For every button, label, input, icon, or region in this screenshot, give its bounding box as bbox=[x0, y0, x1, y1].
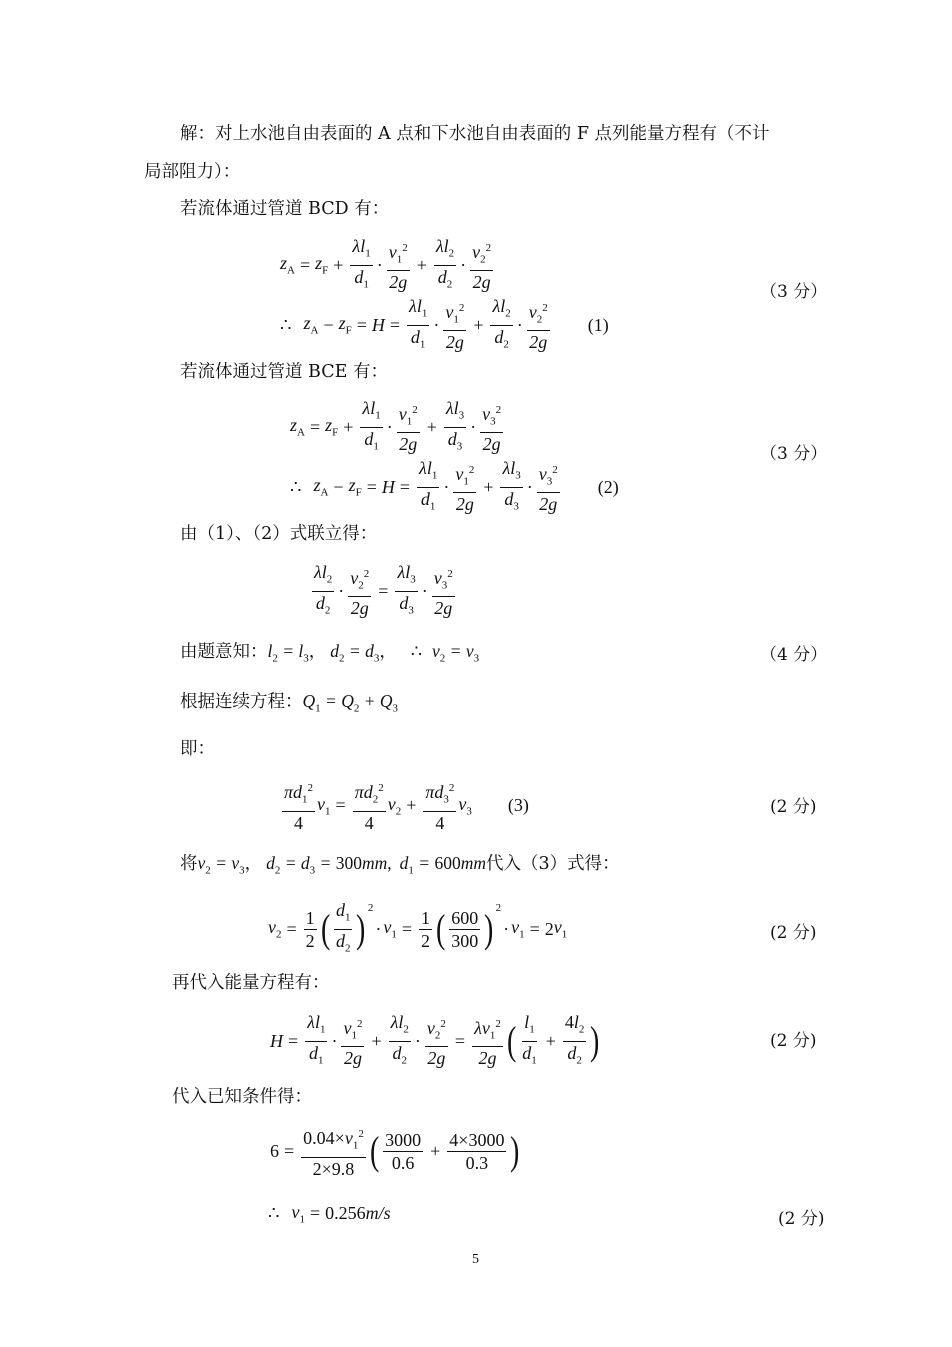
score-1: （3 分） bbox=[760, 282, 828, 302]
score-5: (2 分) bbox=[770, 923, 817, 943]
score-6: (2 分) bbox=[770, 1031, 817, 1051]
given-prefix: 由题意知： bbox=[180, 642, 268, 662]
equation-v2: $v_2$ = $\frac{1}{2}$ ( $\frac{d_1}{d_2}$ ) $^2$ · $v_1$ = $\frac{1}{2}$ ( $\frac{600}{300}$ ) $^2$ · $v_1$ = 2 $v_1$ bbox=[268, 900, 568, 955]
score-2: （3 分） bbox=[760, 444, 828, 464]
equation-bcd-energy: $z_A$ = $z_F$ + $\frac{\lambda l_1}{d_1}$ · $\frac{v_1^2}{2g}$ + $\frac{\lambda l_2}{d_2}$ · $\frac{v_2^2}{2g}$ bbox=[280, 236, 492, 293]
substitute-suffix: 代入（3）式得： bbox=[485, 854, 620, 874]
combine-text: 由（1）、（2）式联立得： bbox=[180, 524, 378, 544]
equation-1: ∴ $z_A$ − $z_F$ = H = $\frac{\lambda l_1}{d_1}$ · $\frac{v_1^2}{2g}$ + $\frac{\lambda l_2}{d_2}$ · $\frac{v_2^2}{2g}$ (1) bbox=[280, 296, 609, 353]
substitute-prefix: 将 bbox=[180, 854, 198, 874]
page-number: 5 bbox=[472, 1252, 479, 1267]
score-3: （4 分） bbox=[760, 645, 828, 665]
case-bcd-heading: 若流体通过管道 BCD 有： bbox=[180, 199, 390, 219]
equation-tag-1: (1) bbox=[587, 314, 609, 335]
energy-again-text: 再代入能量方程有： bbox=[172, 973, 330, 993]
equation-numeric: 6 = $\frac{0.04\times v_1^2}{2\times 9.8}$ ( $\frac{3000}{0.6}$ + $\frac{4\times 3000}{0.3}$ ) bbox=[270, 1124, 522, 1179]
equation-bce-energy: $z_A$ = $z_F$ + $\frac{\lambda l_1}{d_1}$ · $\frac{v_1^2}{2g}$ + $\frac{\lambda l_3}{d_3}$ · $\frac{v_3^2}{2g}$ bbox=[290, 398, 502, 455]
equation-v1-result: ∴ $v_1$ = 0.256 m / s bbox=[268, 1202, 391, 1226]
score-7: (2 分) bbox=[778, 1209, 825, 1229]
given-line: 由题意知：$l_2 = l_3$， $d_2 = d_3$， ∴ $v_2 = v_3$ bbox=[180, 641, 480, 665]
intro-line-2: 局部阻力）： bbox=[144, 162, 241, 182]
equation-combined: $\frac{\lambda l_2}{d_2}$ · $\frac{v_2^2}{2g}$ = $\frac{\lambda l_3}{d_3}$ · $\frac{v_3^2}{2g}$ bbox=[314, 562, 453, 619]
known-conditions-text: 代入已知条件得： bbox=[172, 1087, 312, 1107]
intro-line-1: 解：对上水池自由表面的 A 点和下水池自由表面的 F 点列能量方程有（不计 bbox=[180, 124, 770, 144]
equation-2: ∴ $z_A$ − $z_F$ = H = $\frac{\lambda l_1}{d_1}$ · $\frac{v_1^2}{2g}$ + $\frac{\lambda l_3}{d_3}$ · $\frac{v_3^2}{2g}$ (2) bbox=[290, 458, 619, 515]
equation-3: $\frac{\pi d_1^2}{4}$ $v_1$ = $\frac{\pi d_2^2}{4}$ $v_2$ + $\frac{\pi d_3^2}{4}$ $v_3$ (3) bbox=[280, 778, 529, 833]
case-bce-heading: 若流体通过管道 BCE 有： bbox=[180, 362, 388, 382]
continuity-prefix: 根据连续方程： bbox=[180, 692, 303, 712]
equation-tag-2: (2) bbox=[597, 476, 619, 497]
substitute-line: 将$v_2 = v_3$， $d_2 = d_3 = 300mm$, $d_1 = 600mm$代入（3）式得： bbox=[180, 853, 620, 877]
ji-text: 即： bbox=[180, 739, 215, 759]
equation-h: H = $\frac{\lambda l_1}{d_1}$ · $\frac{v_1^2}{2g}$ + $\frac{\lambda l_2}{d_2}$ · $\frac{v_2^2}{2g}$ = $\frac{\lambda v_1^2}{2g}$ ( $\frac{l_1}{d_1}$ + $\frac{4l_2}{d_2}$ ) bbox=[270, 1012, 600, 1069]
continuity-line: 根据连续方程：$Q_1 = Q_2 + Q_3$ bbox=[180, 691, 399, 715]
equation-tag-3: (3) bbox=[507, 794, 529, 815]
score-4: (2 分) bbox=[770, 797, 817, 817]
